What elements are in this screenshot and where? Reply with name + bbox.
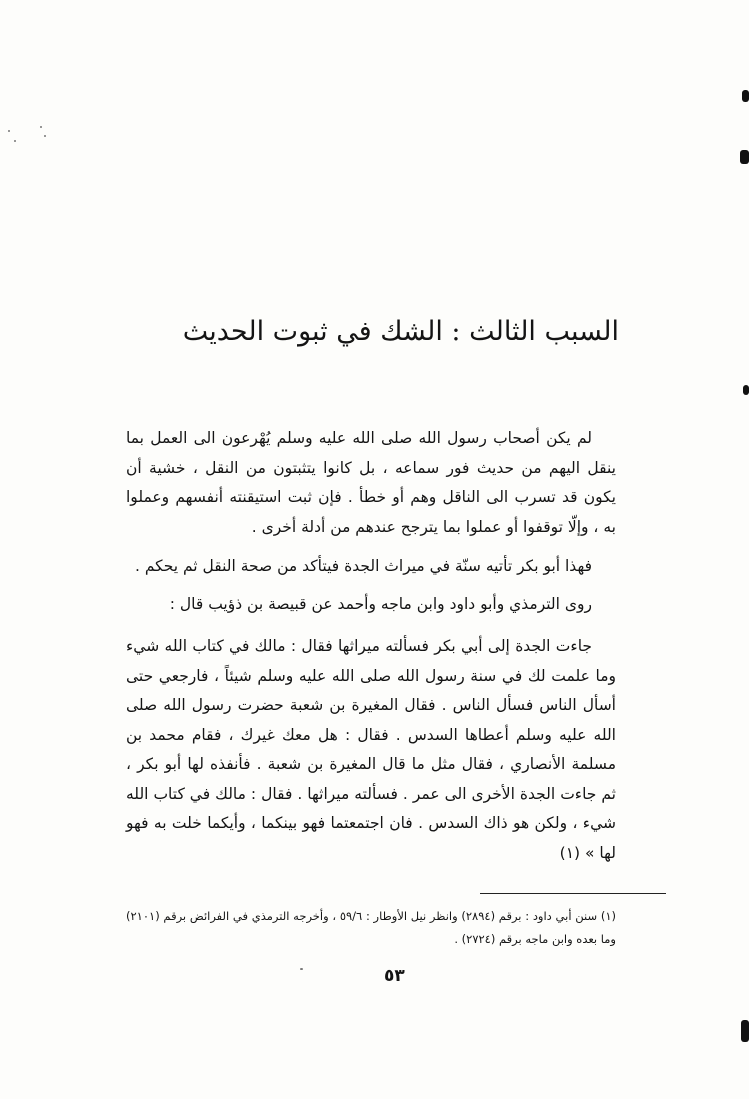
scan-speck	[14, 140, 16, 142]
paragraph: لم يكن أصحاب رسول الله صلى الله عليه وسلم يُهْرعون الى العمل بما ينقل اليهم من حديث فور سماعه ، بل كانوا يتثبتون من النقل ، خشية أن يكون قد تسرب الى الناقل وهم أو خطأ . فإن ثبت استيقنته أنفسهم وعملوا به ، وإلّا توقفوا أو عملوا بما يترجح عندهم من أدلة أخرى .	[126, 429, 616, 536]
scan-speck	[8, 130, 10, 132]
scan-speck	[40, 126, 42, 128]
paragraph: فهذا أبو بكر تأتيه سنّة في ميراث الجدة فيتأكد من صحة النقل ثم يحكم .	[134, 557, 592, 575]
scan-speck	[44, 135, 46, 137]
scan-mark	[743, 385, 749, 395]
body-text	[126, 424, 616, 868]
scan-mark	[742, 90, 749, 102]
scan-mark	[740, 150, 749, 164]
footnote-divider	[480, 893, 666, 894]
paragraph: جاءت الجدة إلى أبي بكر فسألته ميراثها فقال : مالك في كتاب الله شيء وما علمت لك في سنة رسول الله صلى الله عليه وسلم شيئاً ، فارجعي حتى أسأل الناس فسأل الناس . فقال المغيرة بن شعبة حضرت رسول الله صلى الله عليه وسلم أعطاها السدس . فقال : هل معك غيرك ، فقام محمد بن مسلمة الأنصاري ، فقال مثل ما قال المغيرة بن شعبة . فأنفذه لها أبو بكر ، ثم جاءت الجدة الأخرى الى عمر . فسألته ميراثها . فقال : مالك في كتاب الله شيء ، ولكن هو ذاك السدس . فان اجتمعتما فهو بينكما ، وأيكما خلت به فهو لها » (١)	[126, 637, 616, 862]
scan-mark	[741, 1020, 749, 1042]
page-number: ٥٣	[384, 966, 405, 986]
footnote-text: (١) سنن أبي داود : برقم (٢٨٩٤) وانظر نيل الأوطار : ٥٩/٦ ، وأخرجه الترمذي في الفرائض برقم (٢١٠١) وما بعده وابن ماجه برقم (٢٧٢٤) .	[126, 909, 617, 946]
paragraph: روى الترمذي وأبو داود وابن ماجه وأحمد عن قبيصة بن ذؤيب قال :	[169, 594, 592, 613]
section-heading: السبب الثالث : الشك في ثبوت الحديث	[182, 316, 619, 347]
scan-speck	[300, 968, 303, 970]
footnote	[126, 905, 616, 951]
